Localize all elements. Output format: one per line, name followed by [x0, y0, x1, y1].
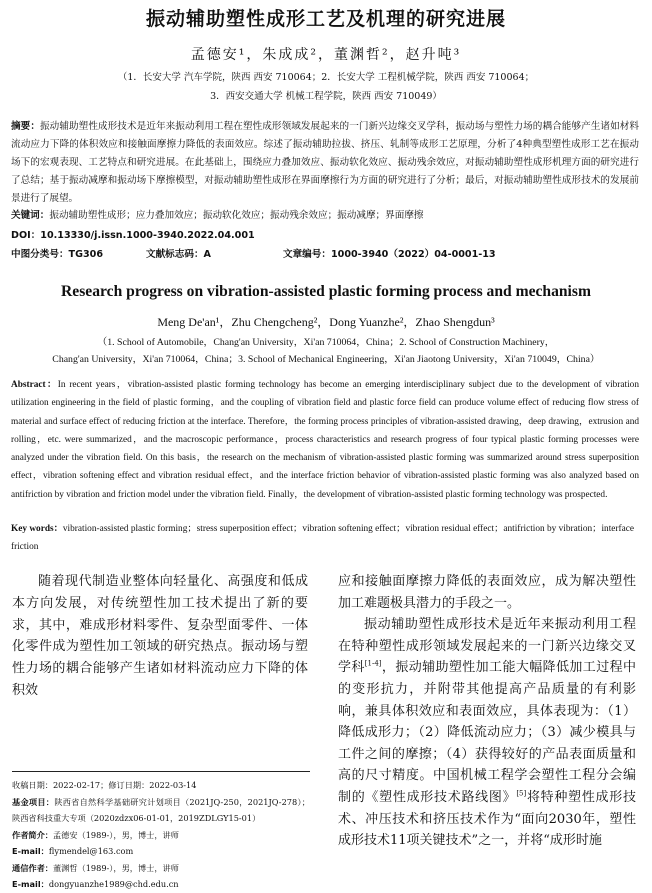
- english-abstract-text: In recent years，vibration-assisted plastic forming technology has become an emerging interdisciplinary subject due to the development of vibration utilization engineering in the field of plastic forming，and the coupling of vibration field and plastic force field can produce volume effect of reducing flow stress of material and surface effect of reducing friction at the interface. Therefore，the forming process principles of vibration-assisted drawing，deep drawing，extrusion and rolling，etc. were summarized，and the macroscopic performance，process characteristics and research progress of four typical plastic forming processes were analyzed under the vibration field. On this basis，the research on the mechanism of vibration-assisted plastic forming was summarized around stress superposition effect，vibration softening effect and vibration residual effect，and the interface friction behavior of vibration-assisted plastic forming was also analyzed based on antifriction by vibration and friction model under the vibration field. Finally，the development of vibration-assisted plastic forming technology was prospected.: [11, 380, 639, 500]
- footnote-author: [12, 827, 310, 844]
- body-text-part-b: ，振动辅助塑性加工能大幅降低加工过程中的变形抗力，并附带其他提高产品质量的有利影响，兼具体积效应和表面效应，具体表现为：（1）降低成形力；（2）降低流动应力；（3）减少模具与工件之间的摩擦；（4）获得较好的产品表面质量和高的尺寸精度。中国机械工程学会塑性工程分会编制的《塑性成形技术路线图》: [338, 660, 636, 805]
- body-right-continuation: 应和接触面摩擦力降低的表面效应，成为解决塑性加工难题极具潜力的手段之一。: [338, 574, 636, 611]
- chinese-abstract: [11, 118, 639, 208]
- footnote-email-1-label: E-mail：: [12, 846, 49, 856]
- chinese-title: 振动辅助塑性成形工艺及机理的研究进展: [145, 8, 506, 30]
- doi: DOI：10.13330/j.issn.1000-3940.2022.04.001: [11, 230, 255, 241]
- article-number: 文章编号：1000-3940（2022）04-0001-13: [283, 249, 496, 260]
- chinese-authors: 孟德安¹，朱成成²，董渊哲²，赵升吨³: [190, 47, 462, 63]
- english-keywords-label: Key words：: [11, 524, 63, 534]
- footnote-email-1: [12, 843, 310, 860]
- english-affiliation-line-2: Chang'an University，Xi'an 710064，China；3. School of Mechanical Engineering，Xi'an Jiaotong University，Xi'an 710049，China）: [52, 354, 600, 365]
- footnote-email-2-text: dongyuanzhe1989@chd.edu.cn: [48, 879, 179, 889]
- footnote-author-text: 孟德安（1989-），男，博士，讲师: [52, 829, 179, 840]
- footnote-divider: [12, 771, 310, 772]
- english-abstract: [11, 376, 639, 504]
- body-text-part-c: 将特种塑性成形技术、冲压技术和挤压技术作为“面向2030年，塑性成形技术11项关键技术”之一，并将“成形时施: [338, 789, 636, 849]
- footnote-fund: [12, 794, 310, 827]
- english-keywords: [11, 520, 639, 557]
- body-text-part-a: 振动辅助塑性成形技术是近年来振动利用工程在特种塑性成形领域发展起来的一门新兴边缘交叉学科: [338, 617, 636, 676]
- footnote-author-label: 作者简介：: [12, 829, 53, 840]
- footnote-corresponding-label: 通信作者：: [12, 862, 53, 873]
- footnote-corresponding-text: 董渊哲（1989-），男，博士，讲师: [52, 862, 179, 873]
- footnote-email-1-text: flymendel@163.com: [48, 846, 134, 856]
- citation-2: [5]: [516, 789, 527, 798]
- chinese-affiliation-line-1: （1．长安大学 汽车学院，陕西 西安 710064；2．长安大学 工程机械学院，陕西 西安 710064；: [117, 72, 535, 83]
- document-code: 文献标志码：A: [146, 249, 211, 260]
- chinese-keywords: [11, 207, 639, 221]
- chinese-keywords-label: 关键词：: [11, 210, 50, 221]
- english-keywords-text: vibration-assisted plastic forming；stress superposition effect；vibration softening effect；vibration residual effect；antifriction by vibration；interface friction: [11, 524, 634, 553]
- english-title: Research progress on vibration-assisted plastic forming process and mechanism: [61, 283, 591, 300]
- footnote-fund-text: 陕西省自然科学基础研究计划项目（2021JQ-250，2021JQ-278）；陕西省科技重大专项（2020zdzx06-01-01，2019ZDLGY15-01）: [12, 796, 310, 823]
- english-abstract-label: Abstract：: [11, 380, 58, 390]
- citation-1: [1-4]: [364, 660, 382, 669]
- footnote-fund-label: 基金项目：: [12, 796, 55, 807]
- clc-number: 中图分类号：TG306: [11, 249, 104, 260]
- footnote-email-2: [12, 876, 310, 893]
- body-right-column: [338, 571, 636, 852]
- footnote-email-2-label: E-mail：: [12, 879, 49, 889]
- footnote-block: [12, 777, 310, 893]
- body-left-column: 随着现代制造业整体向轻量化、高强度和低成本方向发展，对传统塑性加工技术提出了新的要求，其中，难成形材料零件、复杂型面零件、一体化零件成为塑性加工领域的研究热点。振动场与塑性力场的耦合能够产生诸如材料流动应力下降的体积效: [12, 574, 308, 698]
- chinese-affiliation-line-2: 3．西安交通大学 机械工程学院，陕西 西安 710049）: [210, 91, 442, 102]
- english-authors: Meng De'an¹，Zhu Chengcheng²，Dong Yuanzhe²，Zhao Shengdun³: [157, 315, 495, 329]
- body-right-paragraph: [338, 614, 636, 852]
- chinese-abstract-label: 摘要：: [11, 121, 40, 132]
- footnote-corresponding: [12, 860, 310, 877]
- chinese-abstract-text: 振动辅助塑性成形技术是近年来振动利用工程在塑性成形领域发展起来的一门新兴边缘交叉学科，振动场与塑性力场的耦合能够产生诸如材料流动应力下降的体积效应和接触面摩擦力降低的表面效应。综述了振动辅助拉拔、挤压、轧制等成形工艺原理，分析了4种典型塑性成形工艺在振动场下的宏观表现、工艺特点和研究进展。在此基础上，围绕应力叠加效应、振动软化效应、振动残余效应，对振动辅助塑性成形机理方面的研究进行了总结；基于振动减摩和振动场下摩擦模型，对振动辅助塑性成形在界面摩擦行为方面的研究进行了分析；最后，对振动辅助塑性成形技术的发展前景进行了展望。: [11, 121, 640, 204]
- english-affiliation-line-1: （1. School of Automobile，Chang'an University，Xi'an 710064，China；2. School of Construction Machinery，: [97, 337, 555, 348]
- footnote-received: 收稿日期：2022-02-17；修订日期：2022-03-14: [12, 780, 197, 790]
- chinese-keywords-text: 振动辅助塑性成形；应力叠加效应；振动软化效应；振动残余效应；振动减摩；界面摩擦: [49, 210, 424, 221]
